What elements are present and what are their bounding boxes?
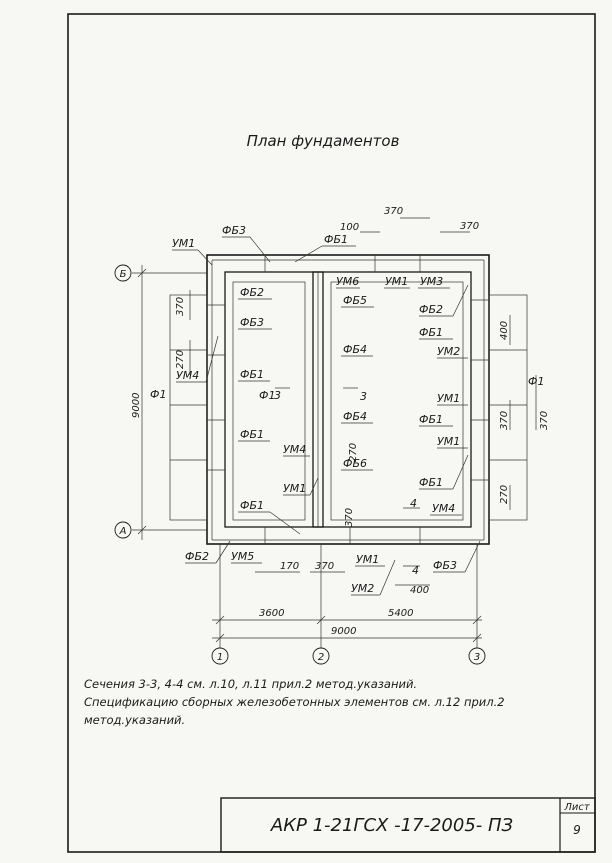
drawing-title: План фундаментов xyxy=(246,132,400,150)
label-fb2-l: ФБ2 xyxy=(240,286,265,299)
note-line-2: Спецификацию сборных железобетонных элементов см. л.12 прил.2 xyxy=(84,695,505,709)
axis-system xyxy=(115,265,485,664)
label-um2-b: УМ2 xyxy=(351,582,375,595)
label-um1-c: УМ1 xyxy=(283,482,307,495)
dim-400-right: 400 xyxy=(499,320,510,340)
dim-100: 100 xyxy=(340,222,360,233)
label-f1-center: Ф1 xyxy=(259,389,276,402)
dim-370-left: 370 xyxy=(175,296,186,316)
label-um5: УМ5 xyxy=(231,550,255,563)
label-fb4-c1: ФБ4 xyxy=(343,343,368,356)
label-fb1-r3: ФБ1 xyxy=(419,476,444,489)
label-fb1-l1: ФБ1 xyxy=(240,368,265,381)
dim-170-bottom: 170 xyxy=(280,561,300,572)
dim-370-center: 370 xyxy=(344,507,355,527)
label-fb5: ФБ5 xyxy=(343,294,368,307)
dim-270-center: 270 xyxy=(348,442,359,462)
label-um1-r1: УМ1 xyxy=(385,275,409,288)
drawing-notes xyxy=(84,677,505,727)
label-um3: УМ3 xyxy=(420,275,444,288)
title-block-code: АКР 1-21ГСХ -17-2005- ПЗ xyxy=(270,815,514,836)
label-fb3-top: ФБ3 xyxy=(222,224,247,237)
dim-400-bottom: 400 xyxy=(410,585,430,596)
label-um1-r3: УМ1 xyxy=(437,435,461,448)
label-um1-r2: УМ1 xyxy=(437,392,461,405)
axis-3-label: 3 xyxy=(473,652,481,663)
dim-3600: 3600 xyxy=(259,608,285,619)
section-mark-3a: 3 xyxy=(274,389,281,402)
section-mark-4a: 4 xyxy=(410,497,417,510)
axis-1-label: 1 xyxy=(216,652,224,663)
dim-370-right: 370 xyxy=(499,410,510,430)
dim-270-right: 270 xyxy=(499,484,510,504)
label-fb1-l3: ФБ1 xyxy=(240,499,265,512)
label-f1-right: Ф1 xyxy=(528,375,545,388)
title-block xyxy=(221,798,595,852)
title-block-sheet-number: 9 xyxy=(573,823,581,837)
label-f1-left: Ф1 xyxy=(150,388,167,401)
dim-370-bottom: 370 xyxy=(315,561,335,572)
dim-370-top1: 370 xyxy=(384,206,404,217)
dim-370-top2: 370 xyxy=(460,221,480,232)
label-um2-r: УМ2 xyxy=(437,345,461,358)
note-line-1: Сечения 3-3, 4-4 см. л.10, л.11 прил.2 метод.указаний. xyxy=(84,677,418,691)
label-fb1-top: ФБ1 xyxy=(324,233,349,246)
axis-a-label: А xyxy=(119,526,127,537)
axis-b-label: Б xyxy=(119,269,127,280)
label-um1-tl: УМ1 xyxy=(172,237,196,250)
label-fb2-b: ФБ2 xyxy=(185,550,210,563)
label-fb2-r: ФБ2 xyxy=(419,303,444,316)
label-um4-r: УМ4 xyxy=(432,502,456,515)
label-fb6: ФБ6 xyxy=(343,457,368,470)
axis-2-label: 2 xyxy=(317,652,325,663)
plan-labels xyxy=(150,224,544,595)
note-line-3: метод.указаний. xyxy=(84,713,186,727)
label-um4-c: УМ4 xyxy=(283,443,307,456)
label-um1-b: УМ1 xyxy=(356,553,380,566)
label-fb3-l: ФБ3 xyxy=(240,316,265,329)
label-fb3-b: ФБ3 xyxy=(433,559,458,572)
label-um6: УМ6 xyxy=(336,275,360,288)
label-um4-l: УМ4 xyxy=(176,369,200,382)
label-fb1-r2: ФБ1 xyxy=(419,413,444,426)
section-mark-3b: 3 xyxy=(360,390,367,403)
dim-5400: 5400 xyxy=(388,608,414,619)
dim-9000-bottom: 9000 xyxy=(331,626,357,637)
label-fb1-r1: ФБ1 xyxy=(419,326,444,339)
title-block-sheet-label: Лист xyxy=(564,802,590,813)
label-fb4-c2: ФБ4 xyxy=(343,410,368,423)
label-fb1-l2: ФБ1 xyxy=(240,428,265,441)
dim-9000-left: 9000 xyxy=(131,392,142,418)
dim-270-left: 270 xyxy=(175,349,186,369)
dim-370-right-outer: 370 xyxy=(539,410,550,430)
section-mark-4b: 4 xyxy=(412,564,419,577)
